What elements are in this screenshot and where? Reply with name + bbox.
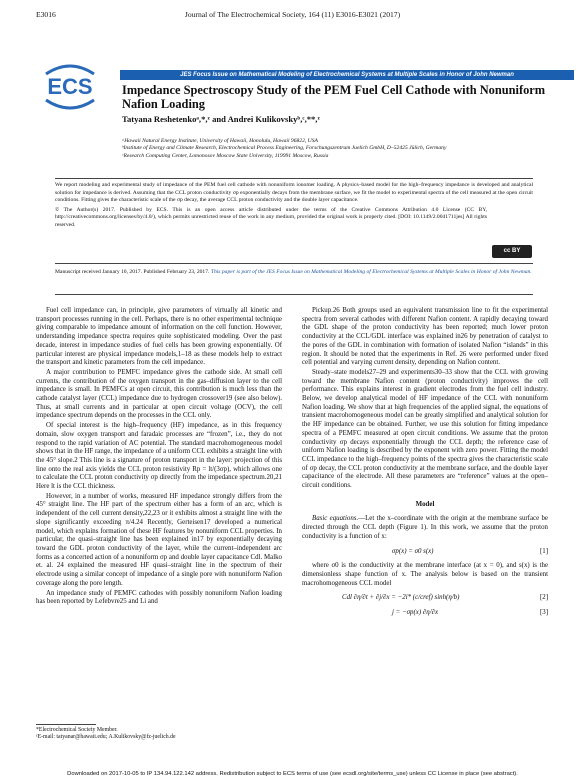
affiliations [122,138,572,160]
abstract-text: We report modeling and experimental study of impedance of the PEM fuel cell cathode with nonuniform ionomer loading. A physics–based model for the high–frequency impedance is developed and analytical solution for impedance is derived. Assuming that the CCL proton conductivity σp exponentially decays from the membrane surface, we fit the model to experimental spectra of the cell measured at the open circuit conditions. Fitting gives the characteristic scale of the σp decay, the average CCL proton conductivity and the double layer capacitance. [55,182,533,204]
intro-paragraph-2: A major contribution to PEMFC impedance gives the cathode side. At small cell currents, the contribution of the oxygen transport in the gas–diffusion layer to the cell impedance is small. In PEMFCs at open circuit, this contribution is much less than the cathode catalyst layer (CCL) impedance due to hydrogen crossover19 (see also below). Thus, at small currents and in particular at open circuit voltage (OCV), the cell impedance spectrum depends on the processes in the CCL only. [36,368,282,420]
abstract-bottom-rule [55,263,533,264]
footnotes [36,727,176,741]
footnote-rule [36,724,96,725]
intro-paragraph-3: Of special interest is the high–frequency (HF) impedance, as in this frequency domain, slow oxygen transport and faradaic processes are “frozen”, i.e., they do not respond to the rapid variation of AC potential. The standard macrohomogeneous model shows that in the HF range, the impedance of a uniform CCL exhibits a straight line with the 45° slope.2 This line is a signature of proton transport in the layer: projection of this line onto the real axis yields the CCL proton resistivity Rp = lt/(3σp), which allows one to calculate the CCL proton conductivity σp directly from the impedance spectrum.20,21 Here lt is the CCL thickness. [36,422,282,491]
intro-paragraph-5: An impedance study of PEMFC cathodes with possibly nonuniform Nafion loading has been reported by Lefebvre25 and Li and [36,589,282,606]
left-column [36,307,282,608]
equation-3 [302,609,548,618]
manuscript-dates: Manuscript received January 10, 2017. Published February 23, 2017. [55,269,210,275]
manuscript-info [55,269,533,277]
model-paragraph-1-text: —Let the x–coordinate with the origin at the membrane surface be directed through the CCL depth (Figure 1). In this work, we assume that the proton conductivity is a function of x: [302,515,548,540]
download-notice: Downloaded on 2017-10-05 to IP 134.94.122.142 address. Redistribution subject to ECS terms of use (see ecsdl.org/site/terms_use) unless CC License in place (see abstract). [67,771,518,777]
focus-issue-note[interactable]: This paper is part of the JES Focus Issue on Mathematical Modeling of Electrochemical Systems at Multiple Scales in Honor of John Newman. [210,269,532,275]
intro-paragraph-4: However, in a number of works, measured HF impedance strongly differs from the 45° straight line. The HF part of the spectrum either has a form of an arc, which is independent of the cell current density,22,23 or it exhibits almost a straight line with the slope significantly exceeding π/4.24 Recently, Gerteisen17 developed a numerical model, which explains formation of these HF features by nonuniform CCL properties. In particular, the quasi–straight line has been explained in17 by exponentially decaying toward the GDL proton conductivity of the layer, while the current–independent arc forms as a concerted action of a nonuniform σp and double layer capacitance Cdl. Malko et. al. 24 explained the measured HF quasi–straight line in the spectrum of their electrode using a similar concept of impedance of a single pore with nonuniform Nafion coverage along the pore length. [36,492,282,587]
right-column [302,307,548,624]
equation-2-number: [2] [539,594,548,602]
equation-2 [302,594,548,603]
ecs-logo [32,60,108,114]
paper-title: Impedance Spectroscopy Study of the PEM Fuel Cell Cathode with Nonuniform Nafion Loading [122,83,546,111]
equation-3-number: [3] [539,609,548,617]
ecs-logo-text: ECS [47,74,93,99]
equation-1-body: σp(x) = σ0 s(x) [392,547,434,555]
abstract [55,182,533,232]
journal-header: Journal of The Electrochemical Society, 164 (11) E3016-E3021 (2017) [184,10,401,19]
focus-issue-banner: JES Focus Issue on Mathematical Modeling of Electrochemical Systems at Multiple Scales in Honor of John Newman [120,70,574,80]
body-top-rule [55,294,533,295]
model-paragraph-1 [302,515,548,541]
affiliation-b: ᵇInstitute of Energy and Climate Research, Electrochemical Process Engineering, Forschungszentrum Juelich GmbH, D–52425 Jülich, Germany [122,145,447,152]
equation-2-body: Cdl ∂η/∂t + ∂j/∂x = −2i* (c/cref) sinh(η/b) [342,594,460,602]
equation-3-body: j = −σp(x) ∂η/∂x [392,609,439,617]
copyright-text: © The Author(s) 2017. Published by ECS. This is an open access article distributed under the terms of the Creative Commons Attribution 4.0 License (CC BY, http://creativecommons.org/licenses/by/4.0/), which permits unrestricted reuse of the work in any medium, provided the original work is properly cited. [DOI: 10.1149/2.0041711jes] All rights reserved. [55,206,487,228]
page-number: E3016 [36,10,56,19]
intro-paragraph-7: Steady–state models27–29 and experiments30–33 show that the CCL with growing toward the membrane Nafion content (proton conductivity) improves the cell performance. This explains interest in gradient electrodes from the fuel cell industry. Below, we develop analytical model of HF impedance of the CCL with nonuniform Nafion loading. We show that at high frequencies of the applied signal, the equations of transient macrohomogeneous model can be greatly simplified and analytical solution for the HF impedance can be obtained. Further, we use this solution for fitting impedance spectra of a PEMFC measured at open circuit conditions. We assume that the proton conductivity σp decays exponentially through the CCL depth; the reference case of uniform Nafion loading is described by the exponent with zero power. Fitting the model CCL impedance to the high–frequency points of the spectra gives the characteristic scale of σp decay, the CCL proton conductivity at the membrane surface, and the double layer capacitance of the electrode. All these parameters are “reference” values at the open–circuit conditions. [302,368,548,490]
author-list: Tatyana Reshetenkoᵃ,*,ᶻ and Andrei Kulikovskyᵇ,ᶜ,**,ᶻ [122,114,320,124]
intro-paragraph-6: Pickup.26 Both groups used an equivalent transmission line to fit the experimental spectra from several cathodes with different Nafion content. A rapidly decaying toward the GDL shape of the proton conductivity has been reported; much lower proton conductivity at the CCL/GDL interface was explained in26 by penetration of catalyst to the pores of the GDL in combination with formation of isolated Nafion “islands” in this region. It should be noted that the experiments in Ref. 26 were performed under fixed cell potential and varying current density, depending on Nafion content. [302,307,548,367]
affiliation-c: ᶜResearch Computing Center, Lomonosov Moscow State University, 119991 Moscow, Russia [122,152,329,159]
model-paragraph-2: where σ0 is the conductivity at the membrane interface (at x = 0), and s(x) is the dimensionless shape function of x. The analysis below is based on the transient macrohomogeneous CCL model [302,562,548,587]
cc-by-badge[interactable]: cc BY [492,245,532,258]
abstract-top-rule [55,178,533,179]
model-heading: Model [415,500,435,508]
footnote-email: ᶻE-mail: tatyanar@hawaii.edu; A.Kulikovsky@fz-juelich.de [36,734,176,741]
equation-1 [302,548,548,557]
affiliation-a: ᵃHawaii Natural Energy Institute, University of Hawaii, Honolulu, Hawaii 96822, USA [122,138,318,144]
basic-equations-lead: Basic equations. [312,515,359,523]
equation-1-number: [1] [539,547,548,555]
footnote-member: *Electrochemical Society Member. [36,727,118,733]
intro-paragraph-1: Fuel cell impedance can, in principle, give parameters of virtually all kinetic and transport processes running in the cell. Perhaps, there is no other experimental technique giving comparable to impedance amount of information on the cell function. However, understanding impedance spectra requires quite sophisticated modeling. Over the past decade, interest in impedance studies of fuel cells has been growing exponentially. Of particular interest are physical impedance models,1–18 as these models help to extract the transport and kinetic parameters from the cell impedance. [36,307,282,367]
